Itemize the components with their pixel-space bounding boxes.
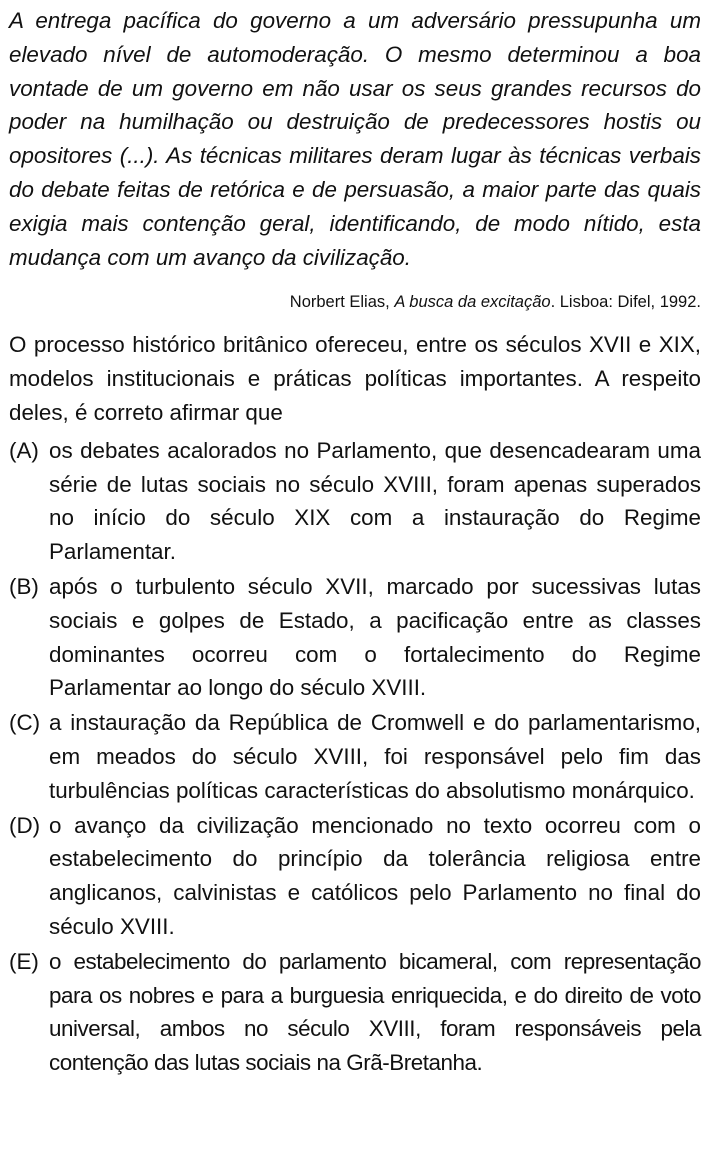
option-d[interactable] (9, 809, 701, 944)
option-e[interactable] (9, 945, 701, 1080)
citation-book-title: A busca da excitação (394, 293, 551, 312)
option-letter: (A) (9, 437, 39, 463)
option-text: os debates acalorados no Parlamento, que desencadearam uma série de lutas sociais no século XVIII, foram apenas superados no início do século XIX com a instauração do Regime Parlamentar. (49, 437, 701, 565)
option-letter: (B) (9, 573, 39, 599)
option-letter: (C) (9, 710, 41, 736)
question-stem: O processo histórico britânico ofereceu, entre os séculos XVII e XIX, modelos institucionais e práticas políticas importantes. A respeito deles, é correto afirmar que (9, 332, 701, 425)
citation-author: Norbert Elias, (289, 293, 395, 312)
option-letter: (E) (9, 948, 39, 974)
citation (9, 291, 701, 313)
option-c[interactable] (9, 706, 701, 807)
option-text: após o turbulento século XVII, marcado por sucessivas lutas sociais e golpes de Estado, a pacificação entre as classes dominantes ocorreu com o fortalecimento do Regime Parlamentar ao longo do século XVIII. (49, 573, 701, 701)
option-text: o estabelecimento do parlamento bicameral, com representação para os nobres e para a burguesia enriquecida, e do direito de voto universal, ambos no século XVIII, foram responsáveis pela contenção das lutas sociais na Grã-Bretanha. (49, 948, 701, 1076)
option-b[interactable] (9, 570, 701, 705)
option-a[interactable] (9, 434, 701, 569)
option-letter: (D) (9, 812, 41, 838)
answer-options (9, 434, 701, 1080)
quote-text: A entrega pacífica do governo a um adversário pressupunha um elevado nível de automoderação. O mesmo determinou a boa vontade de um governo em não usar os seus grandes recursos do poder na humilhação ou destruição de predecessores hostis ou opositores (...). As técnicas militares deram lugar às técnicas verbais do debate feitas de retórica e de persuasão, a maior parte das quais exigia mais contenção geral, identificando, de modo nítido, esta mudança com um avanço da civilização. (9, 8, 701, 270)
citation-publisher: . Lisboa: Difel, 1992. (550, 293, 701, 312)
option-text: o avanço da civilização mencionado no texto ocorreu com o estabelecimento do princípio da tolerância religiosa entre anglicanos, calvinistas e católicos pelo Parlamento no final do século XVIII. (49, 812, 701, 939)
option-text: a instauração da República de Cromwell e do parlamentarismo, em meados do século XVIII, foi responsável pelo fim das turbulências políticas características do absolutismo monárquico. (49, 710, 701, 803)
